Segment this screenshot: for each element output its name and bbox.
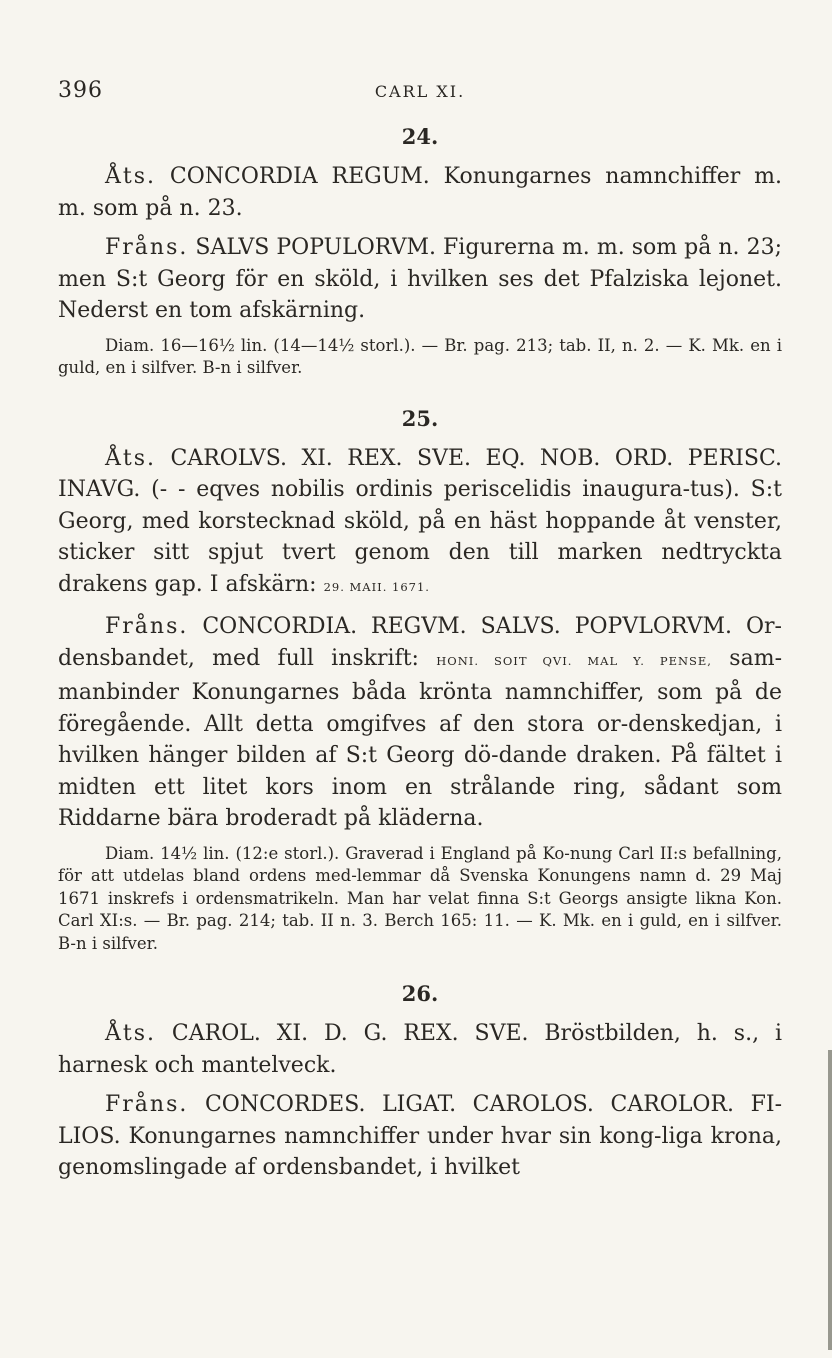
entry-note: Diam. 16—16½ lin. (14—14½ storl.). — Br. pag. 213; tab. II, n. 2. — K. Mk. en i guld, en i silfver. B-n i silfver.	[58, 335, 782, 377]
entry-25	[58, 406, 782, 956]
obverse-label: Åts.	[105, 445, 157, 471]
reverse-text-after: sam-manbinder Konungarnes båda krönta namnchiffer, som på de föregående. Allt detta omgifves af den stora or-denskedjan, i hvilken hänger bilden af S:t Georg dö-dande draken. På fältet i midten ett litet kors inom en strålande ring, sådant som Riddarne bära broderadt på kläderna.	[58, 645, 782, 831]
obverse-text: CAROL. XI. D. G. REX. SVE. Bröstbilden, h. s., i harnesk och mantelveck.	[58, 1021, 782, 1078]
obverse-text: CAROLVS. XI. REX. SVE. EQ. NOB. ORD. PERISC. INAVG. (- - eqves nobilis ordinis periscelidis inaugura-tus). S:t Georg, med korstecknad sköld, på en häst hoppande åt venster, sticker sitt spjut tvert genom den till marken nedtryckta drakens gap. I afskärn:	[58, 445, 782, 597]
obverse-paragraph	[58, 1018, 782, 1081]
entry-24	[58, 124, 782, 380]
obverse-text: CONCORDIA REGUM. Konungarnes namnchiffer m. m. som på n. 23.	[58, 164, 782, 221]
entry-number: 25.	[401, 405, 439, 431]
reverse-text: CONCORDES. LIGAT. CAROLOS. CAROLOR. FI-LIOS. Konungarnes namnchiffer under hvar sin kong-liga krona, genomslingade af ordensbandet, i hvilket	[58, 1092, 782, 1180]
obverse-label: Åts.	[105, 164, 157, 189]
entry-number: 26.	[401, 981, 439, 1006]
page-number: 396	[58, 78, 103, 103]
obverse-paragraph	[58, 443, 782, 604]
page-header	[58, 78, 782, 108]
reverse-paragraph	[58, 611, 782, 835]
reverse-paragraph	[58, 232, 782, 327]
entry-number: 24.	[401, 124, 439, 149]
reverse-label: Fråns.	[105, 1092, 189, 1117]
entry-26	[58, 981, 782, 1184]
running-head: CARL XI.	[374, 82, 466, 101]
entry-note: Diam. 14½ lin. (12:e storl.). Graverad i England på Ko-nung Carl II:s befallning, för att utdelas bland ordens med-lemmar då Svenska Konungens namn d. 29 Maj 1671 inskrefs i ordensmatrikeln. Man har velat finna S:t Georgs ansigte likna Kon. Carl XI:s. — Br. pag. 214; tab. II n. 3. Berch 165: 11. — K. Mk. en i guld, en i silfver. B-n i silfver.	[58, 843, 782, 953]
obverse-paragraph	[58, 161, 782, 224]
reverse-label: Fråns.	[105, 235, 189, 260]
page-edge-shadow	[828, 1050, 832, 1350]
order-motto: HONI. SOIT QVI. MAL Y. PENSE,	[436, 653, 712, 668]
book-page	[58, 78, 782, 1184]
reverse-text-before: CONCORDIA. REGVM. SALVS. POPVLORVM. Or-densbandet, med full inskrift:	[58, 614, 782, 671]
obverse-label: Åts.	[105, 1021, 157, 1046]
reverse-text: SALVS POPULORVM. Figurerna m. m. som på n. 23; men S:t Georg för en sköld, i hvilken ses det Pfalziska lejonet. Nederst en tom afskärning.	[58, 235, 782, 323]
reverse-label: Fråns.	[105, 614, 189, 639]
exergue-date: 29. MAII. 1671.	[323, 579, 430, 594]
reverse-paragraph	[58, 1089, 782, 1184]
